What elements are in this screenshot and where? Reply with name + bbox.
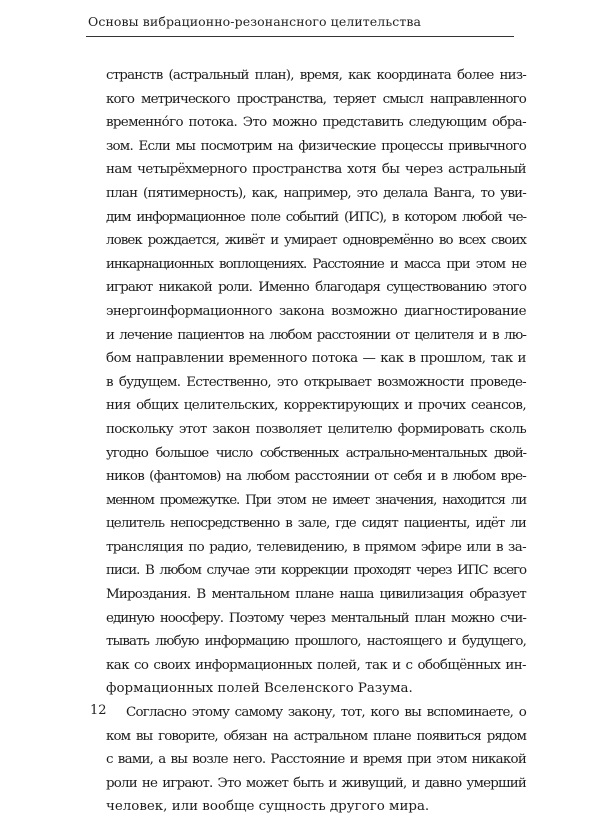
text-line: инкарнационных воплощениях. Расстояние и масса при этом не <box>106 256 526 272</box>
text-line: писи. В любом случае эти коррекции проходят через ИПС всего <box>106 563 526 579</box>
text-line: с вами, а вы возле него. Расстояние и время при этом никакой <box>106 752 526 768</box>
text-line: и лечение пациентов на любом расстоянии от целителя и в лю- <box>106 327 526 343</box>
text-line: формационных полей Вселенского Разума. <box>106 681 413 697</box>
text-line: ловек рождается, живёт и умирает одновремённо во всех своих <box>106 233 526 249</box>
text-line: целитель непосредственно в зале, где сидят пациенты, идёт ли <box>106 516 526 532</box>
text-line: Согласно этому самому закону, тот, кого вы вспоминаете, о <box>126 705 526 721</box>
text-line: бом направлении временного потока — как в прошлом, так и <box>106 351 526 367</box>
text-line: странств (астральный план), время, как координата более низ- <box>106 68 526 83</box>
page-number: 12 <box>90 703 107 718</box>
text-line: нам четырёхмерного пространства хотя бы через астральный <box>106 162 526 178</box>
text-line: человек, или вообще сущность другого мира. <box>106 799 430 815</box>
text-line: ников (фантомов) на любом расстоянии от себя и в любом вре- <box>106 469 526 485</box>
paragraph <box>106 701 526 819</box>
text-line: единую ноосферу. Поэтому через ментальный план можно счи- <box>106 610 526 626</box>
text-line: угодно большое число собственных астрально-ментальных двой- <box>106 445 526 461</box>
text-line: в будущем. Естественно, это открывает возможности проведе- <box>106 374 526 390</box>
text-line: энергоинформационного закона возможно диагностирование <box>106 303 526 319</box>
text-line: дим информационное поле событий (ИПС), в котором любой че- <box>106 209 526 225</box>
running-head: Основы вибрационно-резонансного целительства <box>88 14 422 29</box>
text-line: как со своих информационных полей, так и с обобщённых ин- <box>106 657 526 673</box>
text-line: играют никакой роли. Именно благодаря существованию этого <box>106 280 526 296</box>
text-line: трансляция по радио, телевидению, в прямом эфире или в за- <box>106 539 526 555</box>
text-line: кого метрического пространства, теряет смысл направленного <box>106 91 526 107</box>
text-line: Мироздания. В ментальном плане наша цивилизация образует <box>106 587 526 603</box>
text-line: роли не играют. Это может быть и живущий, и давно умерший <box>106 775 526 791</box>
paragraph <box>106 64 526 701</box>
text-line: план (пятимерность), как, например, это делала Ванга, то уви- <box>106 185 526 201</box>
text-line: ния общих целительских, корректирующих и прочих сеансов, <box>106 398 526 414</box>
header-rule <box>86 36 514 37</box>
text-line: временно́го потока. Это можно представить следующим обра- <box>106 115 526 131</box>
body-text <box>106 64 526 819</box>
text-line: поскольку этот закон позволяет целителю формировать сколь <box>106 421 526 437</box>
text-line: менном промежутке. При этом не имеет значения, находится ли <box>106 492 526 508</box>
text-line: зом. Если мы посмотрим на физические процессы привычного <box>106 138 526 154</box>
text-line: тывать любую информацию прошлого, настоящего и будущего, <box>106 634 526 650</box>
text-line: ком вы говорите, обязан на астральном плане появиться рядом <box>106 728 526 744</box>
